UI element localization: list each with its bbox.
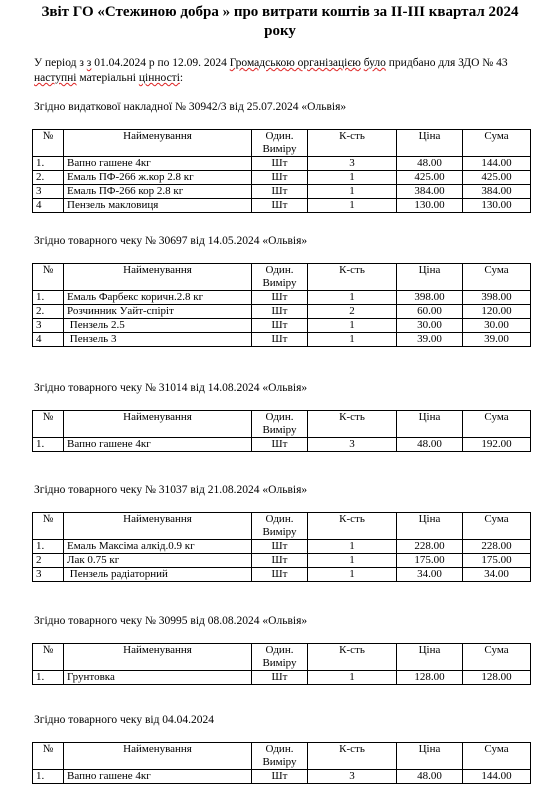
- column-header-name: Найменування: [64, 264, 252, 291]
- cell-name: Пензель 3: [64, 333, 252, 347]
- cell-unit: Шт: [252, 333, 308, 347]
- cell-sum: 144.00: [463, 770, 531, 784]
- cell-unit: Шт: [252, 171, 308, 185]
- cell-num: 4: [33, 333, 64, 347]
- document-title: Звіт ГО «Стежиною добра » про витрати коштів за ІІ-ІІІ квартал 2024 року: [41, 4, 519, 39]
- column-header-name: Найменування: [64, 513, 252, 540]
- table-row: [33, 319, 531, 333]
- items-table: [32, 263, 531, 347]
- cell-price: 398.00: [397, 291, 463, 305]
- cell-sum: 425.00: [463, 171, 531, 185]
- cell-price: 425.00: [397, 171, 463, 185]
- column-header-sum: Сума: [463, 130, 531, 157]
- cell-price: 48.00: [397, 770, 463, 784]
- column-header-name: Найменування: [64, 743, 252, 770]
- cell-price: 39.00: [397, 333, 463, 347]
- cell-qty: 1: [308, 291, 397, 305]
- cell-price: 130.00: [397, 199, 463, 213]
- section-heading: Згідно товарного чеку № 30697 від 14.05.2024 «Ольвія»: [34, 235, 308, 247]
- cell-sum: 384.00: [463, 185, 531, 199]
- cell-num: 3: [33, 568, 64, 582]
- cell-price: 384.00: [397, 185, 463, 199]
- table-row: [33, 185, 531, 199]
- cell-num: 2: [33, 554, 64, 568]
- table-row: [33, 438, 531, 452]
- column-header-num: №: [33, 513, 64, 540]
- cell-num: 2.: [33, 305, 64, 319]
- cell-name: Вапно гашене 4кг: [64, 157, 252, 171]
- cell-name: Емаль ПФ-266 кор 2.8 кг: [64, 185, 252, 199]
- table-row: [33, 157, 531, 171]
- cell-name: Пензель 2.5: [64, 319, 252, 333]
- cell-sum: 128.00: [463, 671, 531, 685]
- column-header-unit: Один. Виміру: [252, 264, 308, 291]
- cell-sum: 144.00: [463, 157, 531, 171]
- column-header-unit: Один. Виміру: [252, 411, 308, 438]
- column-header-price: Ціна: [397, 743, 463, 770]
- table-header-row: [33, 411, 531, 438]
- cell-qty: 3: [308, 157, 397, 171]
- column-header-sum: Сума: [463, 513, 531, 540]
- section-heading: Згідно товарного чеку № 31037 від 21.08.2024 «Ольвія»: [34, 484, 308, 496]
- table-header-row: [33, 743, 531, 770]
- column-header-qty: К-сть: [308, 264, 397, 291]
- items-table: [32, 512, 531, 582]
- cell-sum: 39.00: [463, 333, 531, 347]
- cell-unit: Шт: [252, 770, 308, 784]
- section-heading: Згідно товарного чеку № 31014 від 14.08.2024 «Ольвія»: [34, 382, 308, 394]
- items-table: [32, 643, 531, 685]
- cell-unit: Шт: [252, 185, 308, 199]
- column-header-sum: Сума: [463, 411, 531, 438]
- cell-price: 228.00: [397, 540, 463, 554]
- cell-unit: Шт: [252, 157, 308, 171]
- table-header-row: [33, 513, 531, 540]
- cell-num: 1.: [33, 671, 64, 685]
- column-header-unit: Один. Виміру: [252, 644, 308, 671]
- cell-name: Пензель макловиця: [64, 199, 252, 213]
- cell-num: 1.: [33, 291, 64, 305]
- cell-sum: 175.00: [463, 554, 531, 568]
- column-header-qty: К-сть: [308, 513, 397, 540]
- cell-qty: 1: [308, 199, 397, 213]
- cell-name: Емаль ПФ-266 ж.кор 2.8 кг: [64, 171, 252, 185]
- table-header-row: [33, 264, 531, 291]
- cell-unit: Шт: [252, 199, 308, 213]
- cell-name: Грунтовка: [64, 671, 252, 685]
- column-header-name: Найменування: [64, 130, 252, 157]
- items-table: [32, 410, 531, 452]
- section-heading: Згідно товарного чеку від 04.04.2024: [34, 714, 215, 726]
- cell-qty: 3: [308, 438, 397, 452]
- column-header-num: №: [33, 743, 64, 770]
- cell-qty: 1: [308, 671, 397, 685]
- cell-name: Пензель радіаторний: [64, 568, 252, 582]
- cell-price: 34.00: [397, 568, 463, 582]
- column-header-sum: Сума: [463, 644, 531, 671]
- column-header-sum: Сума: [463, 743, 531, 770]
- cell-sum: 34.00: [463, 568, 531, 582]
- table-row: [33, 554, 531, 568]
- cell-qty: 1: [308, 171, 397, 185]
- cell-name: Лак 0.75 кг: [64, 554, 252, 568]
- cell-unit: Шт: [252, 554, 308, 568]
- cell-unit: Шт: [252, 438, 308, 452]
- column-header-price: Ціна: [397, 411, 463, 438]
- section-heading: Згідно видаткової накладної № 30942/3 від 25.07.2024 «Ольвія»: [34, 101, 347, 113]
- cell-name: Емаль Максіма алкід.0.9 кг: [64, 540, 252, 554]
- table-row: [33, 671, 531, 685]
- column-header-num: №: [33, 644, 64, 671]
- table-header-row: [33, 130, 531, 157]
- table-row: [33, 171, 531, 185]
- table-row: [33, 568, 531, 582]
- cell-num: 4: [33, 199, 64, 213]
- cell-qty: 1: [308, 554, 397, 568]
- cell-qty: 1: [308, 185, 397, 199]
- cell-num: 2.: [33, 171, 64, 185]
- cell-name: Розчинник Уайт-спіріт: [64, 305, 252, 319]
- cell-price: 128.00: [397, 671, 463, 685]
- column-header-unit: Один. Виміру: [252, 513, 308, 540]
- cell-sum: 120.00: [463, 305, 531, 319]
- table-row: [33, 305, 531, 319]
- column-header-qty: К-сть: [308, 130, 397, 157]
- cell-unit: Шт: [252, 291, 308, 305]
- table-row: [33, 540, 531, 554]
- cell-qty: 3: [308, 770, 397, 784]
- table-row: [33, 291, 531, 305]
- cell-unit: Шт: [252, 319, 308, 333]
- cell-num: 1.: [33, 157, 64, 171]
- cell-price: 30.00: [397, 319, 463, 333]
- cell-price: 175.00: [397, 554, 463, 568]
- column-header-sum: Сума: [463, 264, 531, 291]
- column-header-name: Найменування: [64, 411, 252, 438]
- cell-unit: Шт: [252, 568, 308, 582]
- column-header-qty: К-сть: [308, 411, 397, 438]
- column-header-price: Ціна: [397, 644, 463, 671]
- cell-price: 48.00: [397, 438, 463, 452]
- cell-sum: 398.00: [463, 291, 531, 305]
- cell-qty: 1: [308, 319, 397, 333]
- table-row: [33, 770, 531, 784]
- column-header-qty: К-сть: [308, 743, 397, 770]
- column-header-price: Ціна: [397, 264, 463, 291]
- cell-qty: 1: [308, 333, 397, 347]
- table-header-row: [33, 644, 531, 671]
- column-header-price: Ціна: [397, 513, 463, 540]
- cell-num: 1.: [33, 540, 64, 554]
- column-header-unit: Один. Виміру: [252, 743, 308, 770]
- cell-price: 60.00: [397, 305, 463, 319]
- cell-num: 1.: [33, 770, 64, 784]
- cell-num: 3: [33, 319, 64, 333]
- cell-name: Емаль Фарбекс коричн.2.8 кг: [64, 291, 252, 305]
- column-header-num: №: [33, 130, 64, 157]
- cell-name: Вапно гашене 4кг: [64, 770, 252, 784]
- cell-sum: 228.00: [463, 540, 531, 554]
- column-header-num: №: [33, 411, 64, 438]
- column-header-qty: К-сть: [308, 644, 397, 671]
- table-row: [33, 333, 531, 347]
- cell-qty: 1: [308, 568, 397, 582]
- cell-num: 1.: [33, 438, 64, 452]
- items-table: [32, 129, 531, 213]
- intro-paragraph: У період з з 01.04.2024 р по 12.09. 2024 Громадською організацією було придбано для ЗДО № 43 наступні матеріальні цінності:: [34, 57, 508, 84]
- cell-unit: Шт: [252, 305, 308, 319]
- table-row: [33, 199, 531, 213]
- cell-qty: 1: [308, 540, 397, 554]
- cell-unit: Шт: [252, 671, 308, 685]
- cell-sum: 130.00: [463, 199, 531, 213]
- column-header-price: Ціна: [397, 130, 463, 157]
- column-header-name: Найменування: [64, 644, 252, 671]
- cell-qty: 2: [308, 305, 397, 319]
- column-header-num: №: [33, 264, 64, 291]
- cell-num: 3: [33, 185, 64, 199]
- cell-sum: 30.00: [463, 319, 531, 333]
- section-heading: Згідно товарного чеку № 30995 від 08.08.2024 «Ольвія»: [34, 615, 308, 627]
- column-header-unit: Один. Виміру: [252, 130, 308, 157]
- cell-price: 48.00: [397, 157, 463, 171]
- cell-sum: 192.00: [463, 438, 531, 452]
- cell-name: Вапно гашене 4кг: [64, 438, 252, 452]
- cell-unit: Шт: [252, 540, 308, 554]
- items-table: [32, 742, 531, 784]
